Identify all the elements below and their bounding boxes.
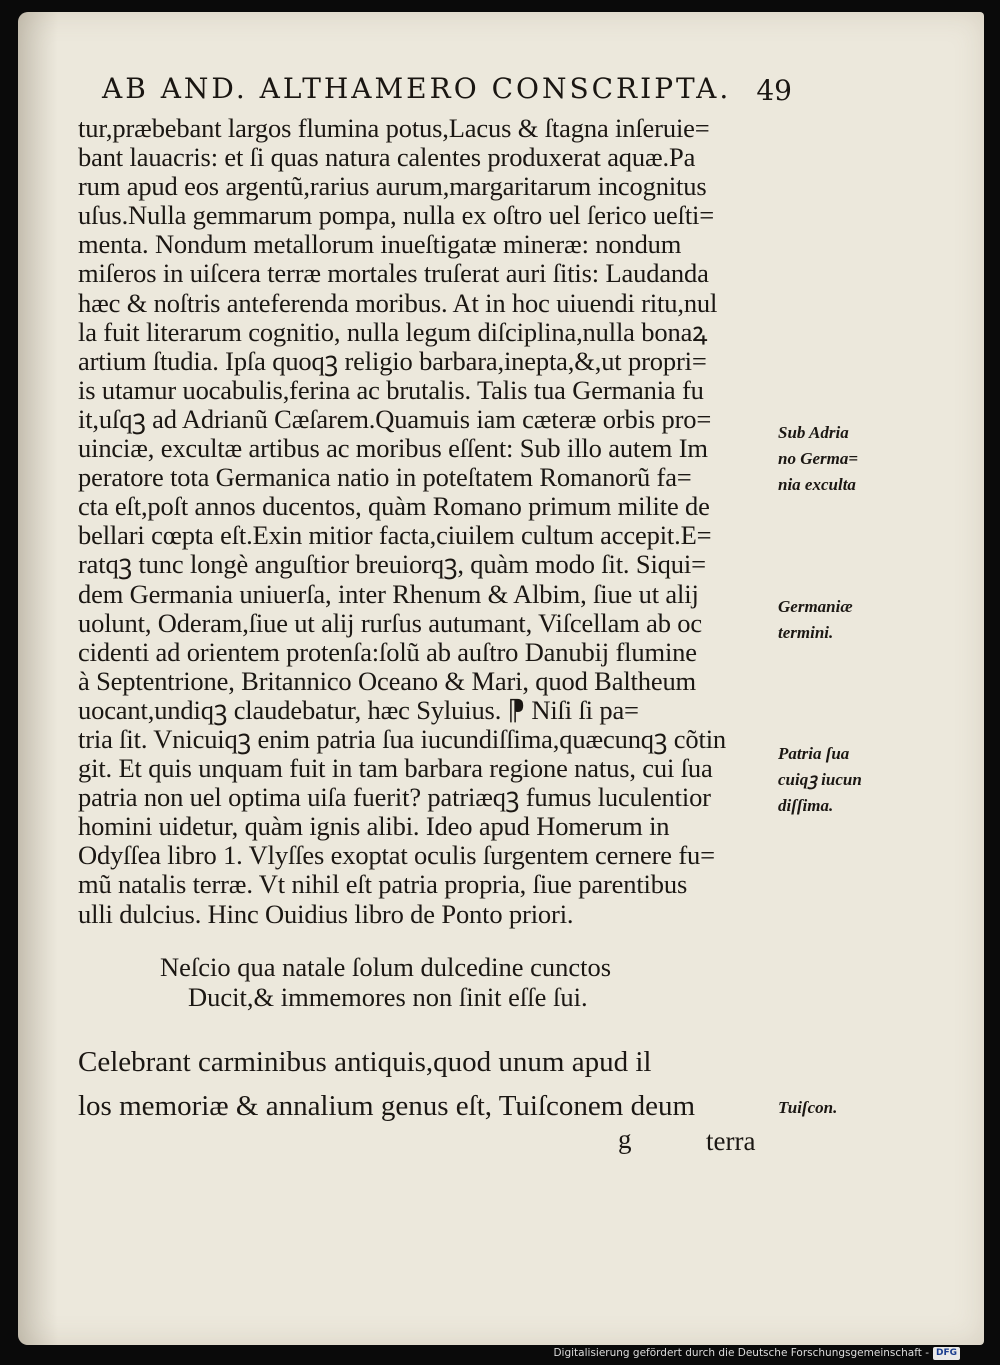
- text-line: cta eſt,poſt annos ducentos, quàm Romano primum milite de: [78, 491, 710, 522]
- text-line: peratore tota Germanica natio in poteſtatem Romanorũ fa=: [78, 462, 692, 493]
- margin-note-germaniae-termini: [778, 594, 853, 646]
- margin-note-line: Germaniæ: [778, 597, 853, 616]
- text-line: uſus.Nulla gemmarum pompa, nulla ex oſtro uel ſerico ueſti=: [78, 200, 715, 231]
- margin-note-line: diſſima.: [778, 796, 834, 815]
- text-line: dem Germania uniuerſa, inter Rhenum & Albim, ſiue ut alij: [78, 578, 699, 609]
- verse-line-2: Ducit,& immemores non ſinit eſſe ſui.: [188, 982, 588, 1012]
- text-line: uinciæ, excultæ artibus ac moribus eſſent: Sub illo autem Im: [78, 433, 708, 464]
- margin-note-sub-adriano: [778, 420, 858, 498]
- text-line: rum apud eos argentũ,rarius aurum,margaritarum incognitus: [78, 171, 707, 202]
- margin-note-line: nia exculta: [778, 475, 856, 494]
- text-line: los memoriæ & annalium genus eſt, Tuiſconem deum: [78, 1090, 696, 1122]
- running-head: AB AND. ALTHAMERO CONSCRIPTA.: [102, 72, 732, 105]
- text-line: tur,præbebant largos flumina potus,Lacus & ſtagna inſeruie=: [78, 113, 710, 143]
- text-line: patria non uel optima uiſa fuerit? patriæqꝫ fumus luculentior: [78, 782, 711, 813]
- margin-note-tuiscon: [778, 1095, 837, 1121]
- dfg-logo-icon: DFG: [933, 1347, 960, 1360]
- text-line: miſeros in uiſcera terræ mortales truſerat auri ſitis: Laudanda: [78, 258, 709, 289]
- text-line: à Septentrione, Britannico Oceano & Mari, quod Baltheum: [78, 665, 697, 696]
- text-line: uocant,undiqꝫ claudebatur, hæc Syluius. ⁋ Niſi ſi pa=: [78, 694, 639, 725]
- text-line: git. Et quis unquam fuit in tam barbara regione natus, cui ſua: [78, 753, 713, 784]
- page-header: [102, 60, 792, 110]
- catchword: terra: [706, 1126, 756, 1156]
- margin-note-line: Patria ſua: [778, 744, 850, 763]
- text-line: uolunt, Oderam,ſiue ut alij rurſus autumant, Viſcellam ab oc: [78, 607, 703, 638]
- text-line: ratqꝫ tunc longè anguſtior breuiorqꝫ, quàm modo ſit. Siqui=: [78, 549, 706, 580]
- margin-note-line: termini.: [778, 623, 834, 642]
- text-line: cidenti ad orientem protenſa:ſolũ ab auſtro Danubij flumine: [78, 636, 697, 667]
- text-line: hæc & noſtris anteferenda moribus. At in hoc uiuendi ritu,nul: [78, 287, 718, 318]
- second-paragraph: [78, 1040, 778, 1128]
- text-line: Odyſſea libro 1. Vlyſſes exoptat oculis ſurgentem cernere fu=: [78, 840, 715, 871]
- text-line: Celebrant carminibus antiquis,quod unum apud il: [78, 1046, 652, 1078]
- text-line: bellari cœpta eſt.Exin mitior facta,ciuilem cultum accepit.E=: [78, 520, 712, 551]
- margin-note-line: cuiqꝫ iucun: [778, 770, 862, 789]
- margin-note-line: Tuiſcon.: [778, 1098, 838, 1117]
- verse-line-1: Neſcio qua natale ſolum dulcedine cunctos: [160, 952, 612, 982]
- text-line: la fuit literarum cognitio, nulla legum diſciplina,nulla bonaꝝ: [78, 316, 708, 347]
- text-line: menta. Nondum metallorum inueſtigatæ mineræ: nondum: [78, 229, 682, 260]
- margin-note-patria: [778, 741, 862, 819]
- main-text-block: [78, 114, 778, 929]
- page-number: 49: [756, 74, 792, 107]
- text-line: artium ſtudia. Ipſa quoqꝫ religio barbara,inepta,&,ut propri=: [78, 345, 707, 376]
- text-line: ulli dulcius. Hinc Ouidius libro de Ponto priori.: [78, 898, 574, 929]
- text-line: mũ natalis terræ. Vt nihil eſt patria propria, ſiue parentibus: [78, 869, 688, 900]
- digitization-footer: [553, 1345, 960, 1361]
- text-line: tria ſit. Vnicuiqꝫ enim patria ſua iucundiſſima,quæcunqꝫ cõtin: [78, 723, 727, 754]
- text-line: is utamur uocabulis,ferina ac brutalis. Talis tua Germania fu: [78, 374, 704, 405]
- text-line: homini uidetur, quàm ignis alibi. Ideo apud Homerum in: [78, 811, 670, 842]
- margin-note-line: no Germa=: [778, 449, 859, 468]
- text-line: bant lauacris: et ſi quas natura calentes produxerat aquæ.Pa: [78, 142, 696, 173]
- signature-mark: g: [618, 1124, 632, 1154]
- margin-note-line: Sub Adria: [778, 423, 849, 442]
- text-line: it,uſqꝫ ad Adrianũ Cæſarem.Quamuis iam cæteræ orbis pro=: [78, 403, 712, 434]
- footer-credit: Digitalisierung gefördert durch die Deutsche Forschungsgemeinschaft -: [553, 1347, 929, 1359]
